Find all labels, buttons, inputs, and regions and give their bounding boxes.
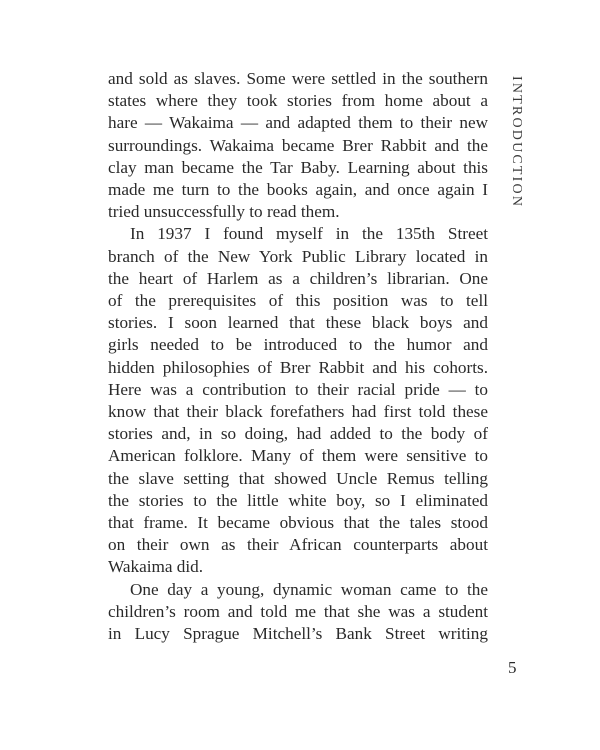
text-line: on their own as their African counterparts about bbox=[108, 535, 488, 555]
text-line: girls needed to be introduced to the humor and bbox=[108, 335, 488, 355]
text-line: of the prerequisites of this position was to tell bbox=[108, 291, 488, 311]
text-line: clay man became the Tar Baby. Learning about this bbox=[108, 157, 488, 177]
text-line: One day a young, dynamic woman came to the bbox=[130, 579, 488, 599]
text-line: Wakaima did. bbox=[108, 557, 204, 577]
text-line: American folklore. Many of them were sensitive to bbox=[108, 446, 488, 466]
text-line: tried unsuccessfully to read them. bbox=[108, 202, 340, 222]
paragraph-2 bbox=[108, 223, 488, 578]
text-line: and sold as slaves. Some were settled in the southern bbox=[108, 69, 488, 88]
text-line: hare — Wakaima — and adapted them to their new bbox=[108, 113, 488, 133]
text-line: the heart of Harlem as a children’s librarian. One bbox=[108, 268, 488, 288]
text-line: the slave setting that showed Uncle Remus telling bbox=[108, 468, 488, 488]
text-line: states where they took stories from home about a bbox=[108, 91, 488, 111]
text-line: In 1937 I found myself in the 135th Street bbox=[130, 224, 488, 244]
page-number: 5 bbox=[508, 658, 517, 677]
body-text bbox=[108, 68, 488, 645]
text-line: children’s room and told me that she was a student bbox=[108, 601, 488, 621]
running-head: INTRODUCTION bbox=[509, 76, 524, 209]
text-line: branch of the New York Public Library located in bbox=[108, 246, 488, 266]
text-line: that frame. It became obvious that the tales stood bbox=[108, 513, 488, 533]
text-line: Here was a contribution to their racial pride — to bbox=[108, 379, 488, 399]
text-line: made me turn to the books again, and once again I bbox=[108, 180, 488, 200]
paragraph-3 bbox=[108, 579, 488, 646]
text-line: hidden philosophies of Brer Rabbit and his cohorts. bbox=[108, 357, 488, 377]
text-line: the stories to the little white boy, so I eliminated bbox=[108, 490, 488, 510]
text-line: stories. I soon learned that these black boys and bbox=[108, 313, 488, 333]
text-line: know that their black forefathers had first told these bbox=[108, 402, 488, 422]
paragraph-1 bbox=[108, 68, 488, 223]
text-line: surroundings. Wakaima became Brer Rabbit and the bbox=[108, 135, 488, 155]
text-line: stories and, in so doing, had added to the body of bbox=[108, 424, 488, 444]
text-line: in Lucy Sprague Mitchell’s Bank Street writing bbox=[108, 624, 488, 644]
